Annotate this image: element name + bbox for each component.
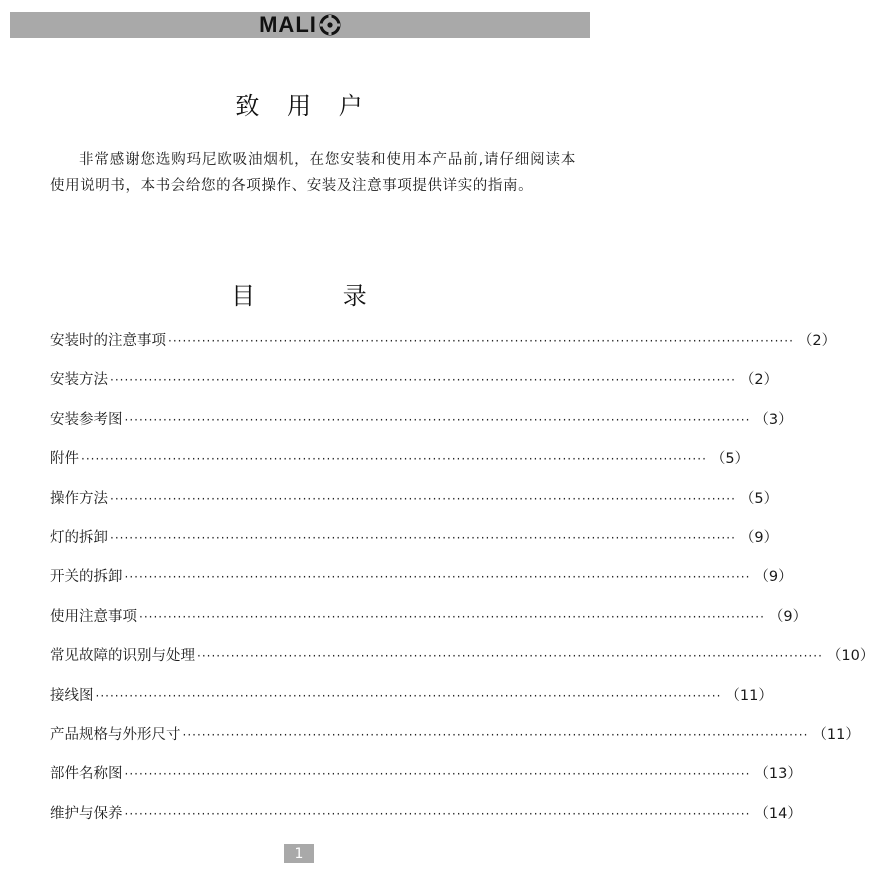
toc-item[interactable] — [50, 365, 779, 404]
toc-item-page: （9） — [768, 608, 808, 625]
toc-item-title: 维护与保养 — [50, 805, 123, 822]
toc-item-title: 常见故障的识别与处理 — [50, 648, 195, 665]
toc-item[interactable] — [50, 681, 773, 720]
intro-paragraph: 非常感谢您选购玛尼欧吸油烟机，在您安装和使用本产品前,请仔细阅读本使用说明书，本书会给您的各项操作、安装及注意事项提供详实的指南。 — [50, 152, 576, 194]
toc-item[interactable] — [50, 720, 860, 759]
toc-item[interactable] — [50, 602, 808, 641]
toc-item-title: 附件 — [50, 451, 79, 468]
toc-item-title: 部件名称图 — [50, 766, 123, 783]
toc-item-title: 安装时的注意事项 — [50, 333, 166, 349]
toc-item-page: （14） — [754, 805, 802, 822]
header-bar — [10, 12, 590, 38]
toc-leader-dots: ·································································································································· — [197, 649, 823, 664]
toc-item-title: 操作方法 — [50, 490, 108, 507]
toc-leader-dots: ·································································································································· — [110, 491, 736, 506]
toc-leader-dots: ·································································································································· — [168, 334, 794, 348]
toc-item-page: （11） — [725, 687, 773, 704]
toc-item[interactable] — [50, 799, 802, 838]
toc-item-page: （9） — [754, 569, 793, 586]
toc-item-page: （11） — [812, 726, 860, 743]
toc-item-page: （5） — [710, 451, 750, 468]
page-number: 1 — [284, 844, 314, 863]
toc-item[interactable] — [50, 562, 793, 601]
brand-mark-icon — [319, 14, 341, 36]
toc-leader-dots: ·································································································································· — [95, 688, 722, 703]
toc-item-title: 接线图 — [50, 687, 94, 704]
toc-leader-dots: ·································································································································· — [124, 767, 751, 782]
toc-item-title: 灯的拆卸 — [50, 529, 108, 546]
toc-item-page: （3） — [754, 411, 793, 428]
toc-item[interactable] — [50, 484, 779, 523]
toc-item-title: 安装方法 — [50, 372, 108, 389]
toc-item-page: （2） — [797, 333, 837, 349]
toc-item[interactable] — [50, 444, 750, 483]
brand-logo — [259, 12, 341, 38]
toc-leader-dots: ·································································································································· — [124, 806, 751, 821]
toc-item-page: （10） — [826, 648, 874, 665]
toc-item-page: （2） — [739, 372, 779, 389]
toc-leader-dots: ·································································································································· — [110, 373, 736, 388]
welcome-heading: 致 用 户 — [235, 92, 373, 120]
toc-leader-dots: ·································································································································· — [124, 412, 751, 427]
brand-name: MALI — [259, 12, 317, 37]
toc-leader-dots: ·································································································································· — [110, 530, 736, 545]
toc-item[interactable] — [50, 523, 779, 562]
toc-item-page: （9） — [739, 529, 779, 546]
toc-item-page: （13） — [754, 766, 802, 783]
table-of-contents — [50, 326, 874, 838]
toc-item-title: 安装参考图 — [50, 411, 123, 428]
toc-leader-dots: ·································································································································· — [81, 452, 707, 467]
toc-item[interactable] — [50, 326, 837, 365]
toc-leader-dots: ·································································································································· — [139, 609, 765, 624]
toc-item[interactable] — [50, 641, 874, 680]
toc-leader-dots: ·································································································································· — [124, 570, 751, 585]
toc-item-title: 使用注意事项 — [50, 608, 137, 625]
toc-item[interactable] — [50, 759, 802, 798]
toc-item-title: 产品规格与外形尺寸 — [50, 726, 181, 743]
toc-heading: 目 录 — [231, 282, 407, 310]
toc-leader-dots: ·································································································································· — [182, 727, 809, 742]
toc-item-title: 开关的拆卸 — [50, 569, 123, 586]
toc-item[interactable] — [50, 405, 793, 444]
toc-item-page: （5） — [739, 490, 779, 507]
